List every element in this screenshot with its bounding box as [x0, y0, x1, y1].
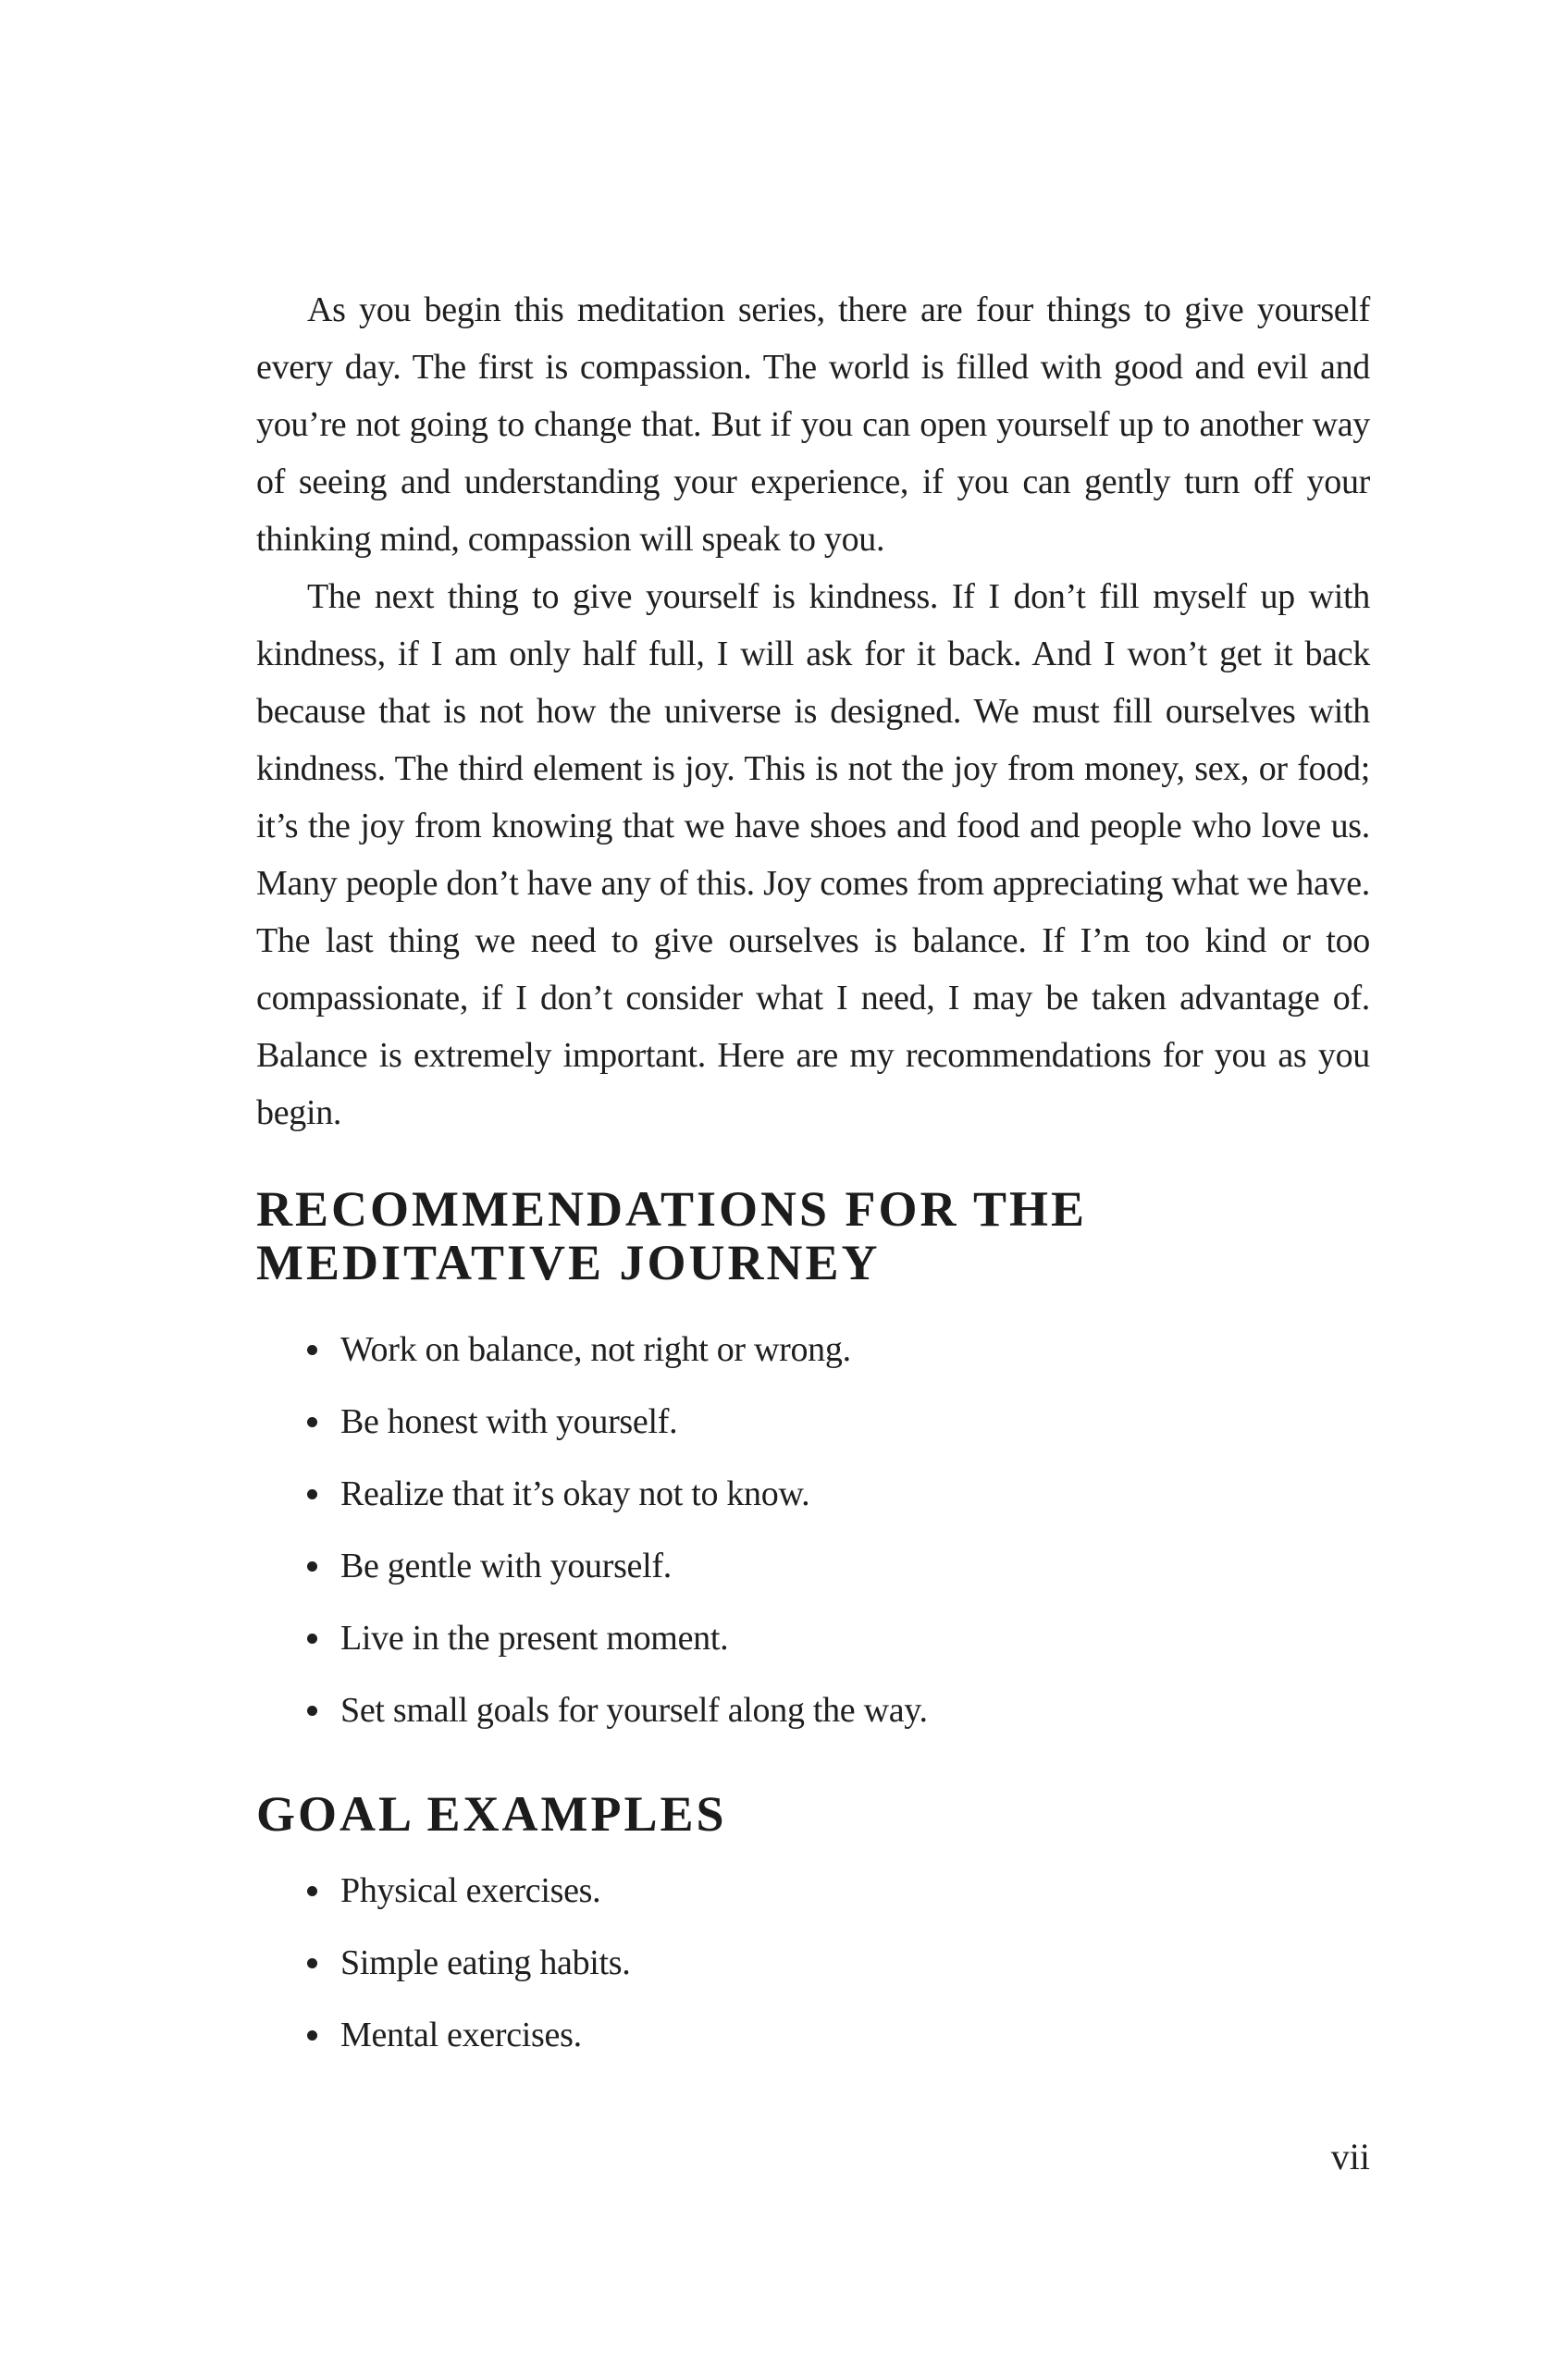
list-item: [256, 1682, 1370, 1739]
bullet-icon: [307, 1886, 317, 1896]
list-item: [256, 1934, 1370, 1992]
list-item-text: Be honest with yourself.: [340, 1402, 678, 1441]
recommendations-list: [256, 1321, 1370, 1739]
list-item: [256, 1537, 1370, 1595]
goal-examples-list: [256, 1862, 1370, 2064]
list-item-text: Realize that it’s okay not to know.: [340, 1474, 810, 1513]
bullet-icon: [307, 1345, 317, 1355]
intro-paragraph-kindness-joy-balance: The next thing to give yourself is kindness. If I don’t fill myself up with kindness, if I am only half full, I will ask for it back. And I won’t get it back because that is not how the universe is designed. We must fill ourselves with kindness. The third element is joy. This is not the joy from money, sex, or food; it’s the joy from knowing that we have shoes and food and people who love us. Many people don’t have any of this. Joy comes from appreciating what we have. The last thing we need to give ourselves is balance. If I’m too kind or too compassionate, if I don’t consider what I need, I may be taken advantage of. Balance is extremely important. Here are my recommendations for you as you begin.: [256, 577, 1370, 1132]
recommendations-heading: RECOMMENDATIONS FOR THE MEDITATIVE JOURNEY: [256, 1181, 1088, 1290]
list-item-text: Simple eating habits.: [340, 1943, 631, 1982]
list-item-text: Physical exercises.: [340, 1871, 601, 1910]
list-item-text: Set small goals for yourself along the way.: [340, 1691, 928, 1730]
list-item-text: Work on balance, not right or wrong.: [340, 1330, 851, 1369]
intro-paragraph-compassion: As you begin this meditation series, there are four things to give yourself every day. The first is compassion. The world is filled with good and evil and you’re not going to change that. But if you can open yourself up to another way of seeing and understanding your experience, if you can gently turn off your thinking mind, compassion will speak to you.: [256, 290, 1370, 559]
bullet-icon: [307, 1417, 317, 1427]
list-item-text: Be gentle with yourself.: [340, 1547, 672, 1585]
list-item: [256, 1321, 1370, 1378]
bullet-icon: [307, 1489, 317, 1499]
page-content: [256, 0, 1370, 2064]
list-item: [256, 1465, 1370, 1523]
list-item: [256, 1862, 1370, 1919]
bullet-icon: [307, 1561, 317, 1572]
bullet-icon: [307, 1958, 317, 1968]
goal-examples-heading: GOAL EXAMPLES: [256, 1786, 727, 1842]
list-item: [256, 1610, 1370, 1667]
list-item-text: Mental exercises.: [340, 2016, 582, 2054]
bullet-icon: [307, 2030, 317, 2041]
list-item: [256, 2006, 1370, 2064]
page-number: vii: [1330, 2136, 1370, 2177]
list-item-text: Live in the present moment.: [340, 1619, 729, 1658]
bullet-icon: [307, 1634, 317, 1644]
list-item: [256, 1393, 1370, 1450]
bullet-icon: [307, 1706, 317, 1716]
